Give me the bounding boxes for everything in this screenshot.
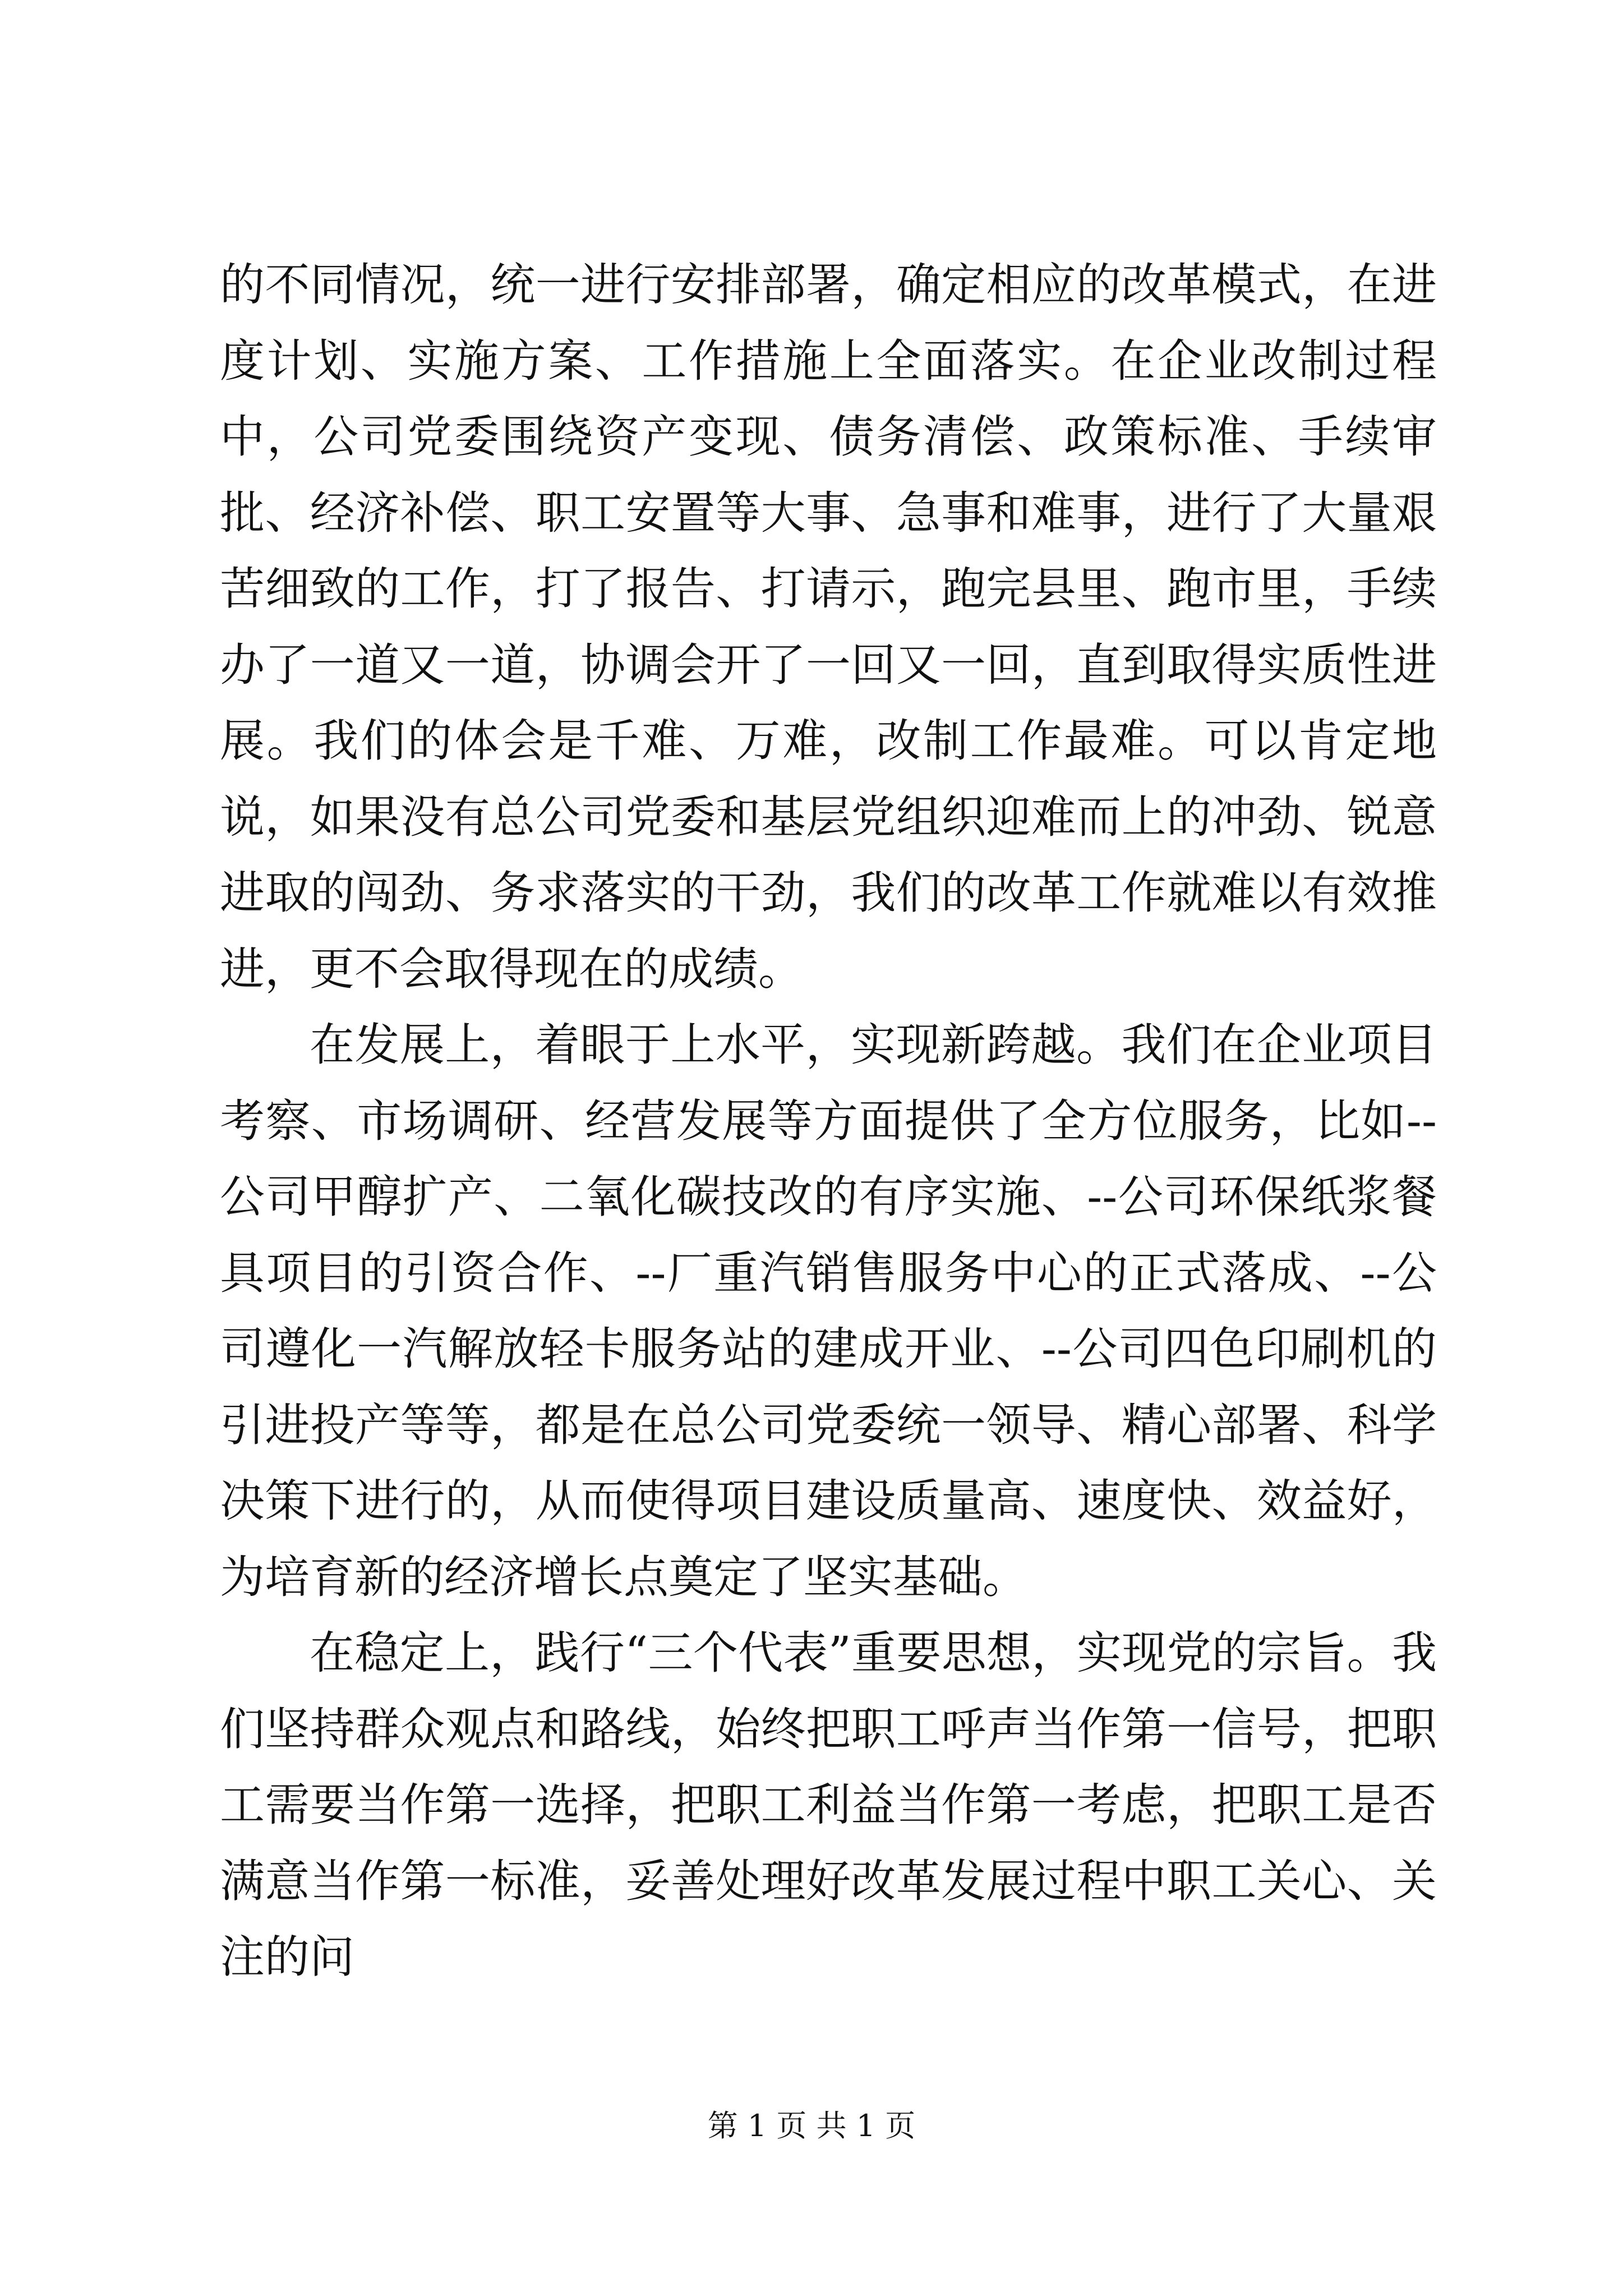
paragraph-development: 在发展上，着眼于上水平，实现新跨越。我们在企业项目考察、市场调研、经营发展等方面提供了全方位服务，比如--公司甲醇扩产、二氧化碳技改的有序实施、--公司环保纸浆餐具项目的引资合作、--厂重汽销售服务中心的正式落成、--公司遵化一汽解放轻卡服务站的建成开业、--公司四色印刷机的引进投产等等，都是在总公司党委统一领导、精心部署、科学决策下进行的，从而使得项目建设质量高、速度快、效益好，为培育新的经济增长点奠定了坚实基础。 <box>220 1019 1437 1603</box>
paragraph-stability: 在稳定上，践行“三个代表”重要思想，实现党的宗旨。我们坚持群众观点和路线，始终把职工呼声当作第一信号，把职工需要当作第一选择，把职工利益当作第一考虑，把职工是否满意当作第一标准，妥善处理好改革发展过程中职工关心、关注的问 <box>220 1627 1437 1983</box>
page-footer: 第 1 页 共 1 页 <box>707 2108 916 2143</box>
document-body <box>220 247 1437 1995</box>
paragraph-continued: 的不同情况，统一进行安排部署，确定相应的改革模式，在进度计划、实施方案、工作措施上全面落实。在企业改制过程中，公司党委围绕资产变现、债务清偿、政策标准、手续审批、经济补偿、职工安置等大事、急事和难事，进行了大量艰苦细致的工作，打了报告、打请示，跑完县里、跑市里，手续办了一道又一道，协调会开了一回又一回，直到取得实质性进展。我们的体会是千难、万难，改制工作最难。可以肯定地说，如果没有总公司党委和基层党组织迎难而上的冲劲、锐意进取的闯劲、务求落实的干劲，我们的改革工作就难以有效推进，更不会取得现在的成绩。 <box>220 259 1437 995</box>
